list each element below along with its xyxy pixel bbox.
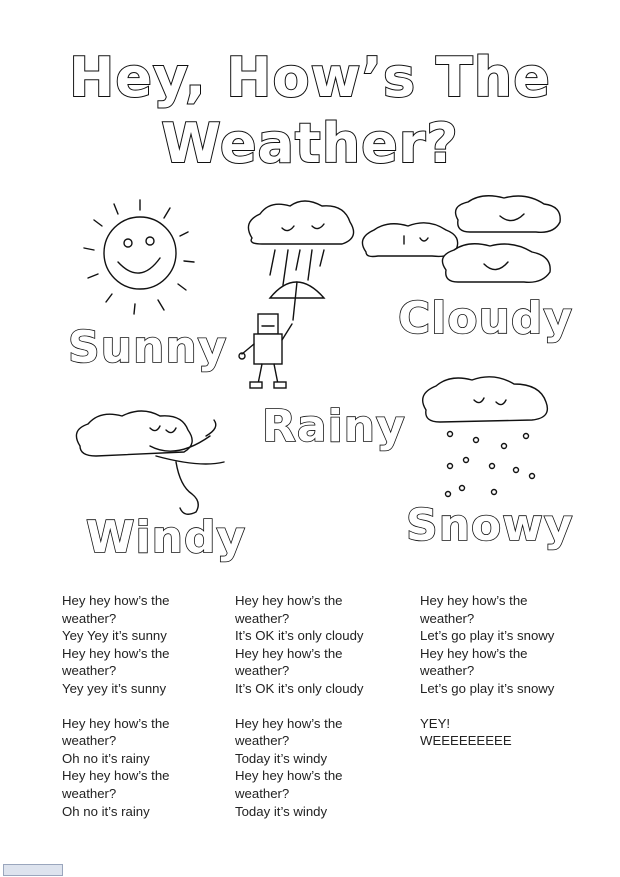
lyric-line: It’s OK it’s only cloudy: [235, 680, 364, 696]
lyric-line: weather?: [62, 663, 117, 679]
lyric-line: weather?: [420, 610, 475, 626]
lyric-line: Oh no it’s rainy: [62, 803, 150, 819]
rain-cloud-icon: [248, 201, 353, 285]
lyric-line: Oh no it’s rainy: [62, 750, 150, 766]
lyric-line: WEEEEEEEEE: [420, 733, 512, 749]
lyric-line: weather?: [420, 663, 475, 679]
lyrics-column-3: [420, 592, 600, 767]
lyric-line: Hey hey how’s the: [235, 768, 343, 784]
lyrics-stanza: [420, 592, 600, 698]
page-title-line1: Hey, How’s The: [69, 46, 551, 109]
lyric-line: Hey hey how’s the: [235, 593, 343, 608]
lyric-line: weather?: [235, 610, 290, 626]
lyric-line: weather?: [235, 663, 290, 679]
lyric-line: Hey hey how’s the: [235, 645, 343, 661]
lyrics-stanza: [62, 592, 232, 698]
lyric-line: YEY!: [420, 715, 451, 731]
rainy-word: Rainy: [262, 401, 406, 452]
lyric-line: Hey hey how’s the: [62, 645, 170, 661]
sun-icon: [84, 200, 194, 314]
lyric-line: Hey hey how’s the: [420, 645, 528, 661]
lyric-line: weather?: [235, 733, 290, 749]
lyric-line: Yey yey it’s sunny: [62, 680, 167, 696]
lyric-line: It’s OK it’s only cloudy: [235, 628, 364, 644]
lyric-line: Hey hey how’s the: [62, 593, 170, 608]
snow-cloud-icon: [423, 377, 548, 497]
lyric-line: weather?: [235, 785, 290, 801]
lyrics-stanza: [420, 715, 600, 750]
sunny-word: Sunny: [68, 322, 228, 373]
lyrics-column-2: [235, 592, 415, 837]
lyric-line: weather?: [62, 785, 117, 801]
lyric-line: Let’s go play it’s snowy: [420, 680, 555, 696]
lyric-line: weather?: [62, 733, 117, 749]
page-title-line2: Weather?: [161, 112, 459, 175]
lyrics-stanza: [235, 592, 415, 698]
lyric-line: Today it’s windy: [235, 750, 328, 766]
lyric-line: Hey hey how’s the: [420, 593, 528, 608]
lyric-line: weather?: [62, 610, 117, 626]
wind-cloud-icon: [76, 411, 224, 514]
lyrics-column-1: [62, 592, 232, 837]
snowy-word: Snowy: [406, 500, 574, 551]
windy-word: Windy: [86, 512, 247, 563]
cloudy-word: Cloudy: [398, 293, 574, 344]
lyric-line: Yey Yey it’s sunny: [62, 628, 167, 644]
lyrics-stanza: [235, 715, 415, 821]
lyrics-stanza: [62, 715, 232, 821]
lyric-line: Hey hey how’s the: [62, 715, 170, 731]
lyric-line: Let’s go play it’s snowy: [420, 628, 555, 644]
lyric-line: Hey hey how’s the: [62, 768, 170, 784]
publisher-logo: [3, 864, 63, 876]
lyric-line: Today it’s windy: [235, 803, 328, 819]
lyric-line: Hey hey how’s the: [235, 715, 343, 731]
cloud-group-icon: [362, 196, 560, 283]
robot-umbrella-icon: [239, 282, 324, 388]
